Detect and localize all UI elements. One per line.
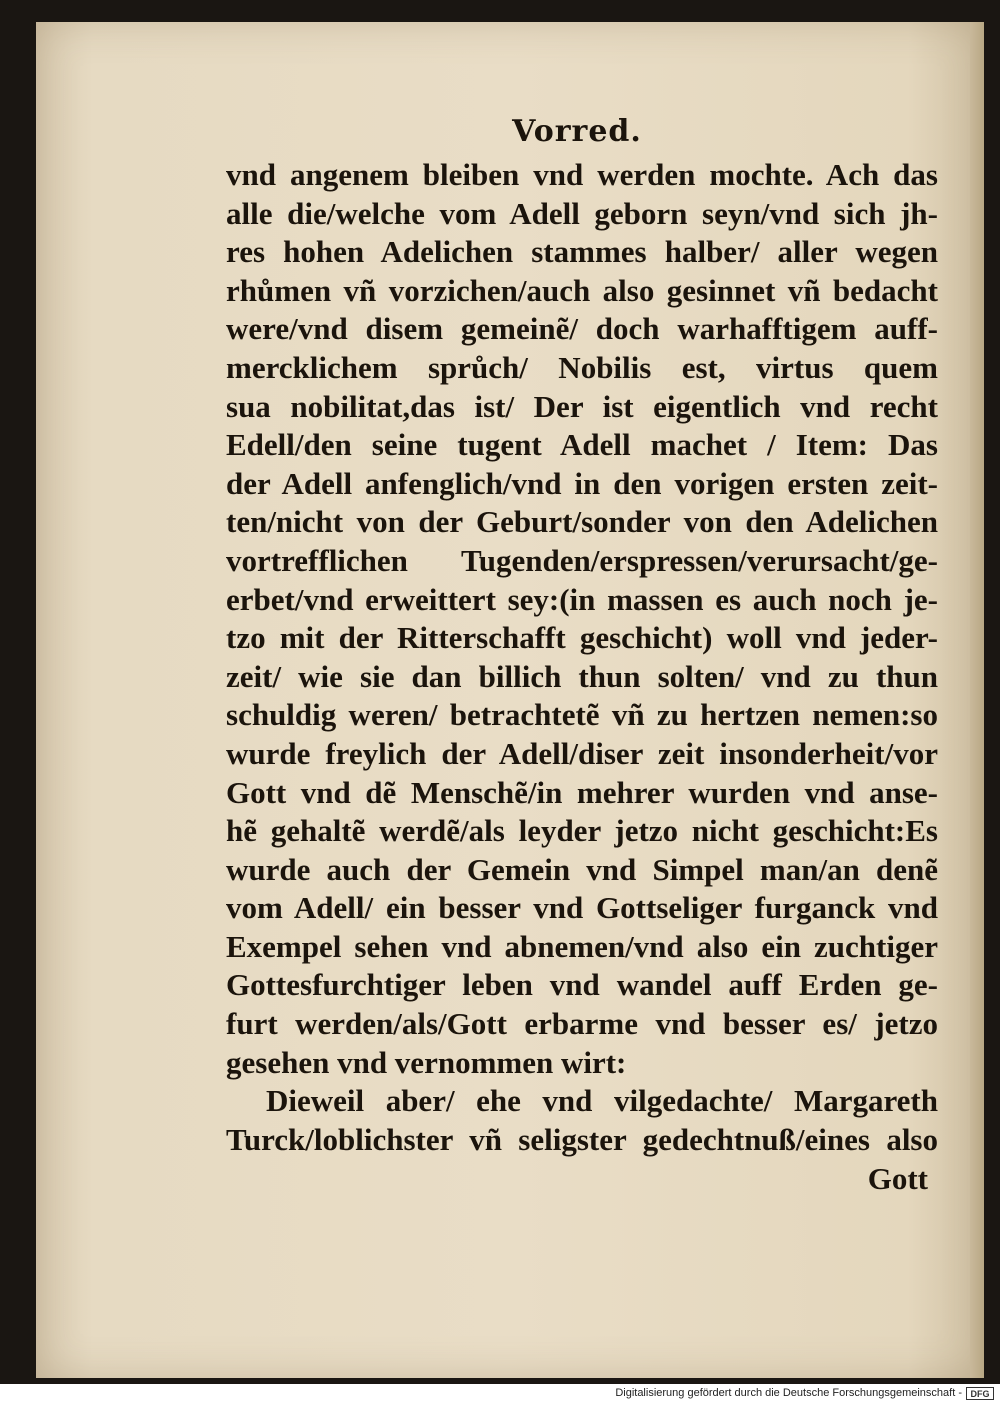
text-line: Gott vnd dẽ Menschẽ/in mehrer wurden vnd anse- — [226, 774, 938, 810]
text-line: Exempel sehen vnd abnemen/vnd also ein zuchtiger — [226, 928, 938, 964]
text-line: zeit/ wie sie dan billich thun solten/ vnd zu thun — [226, 658, 938, 694]
text-line: wurde auch der Gemein vnd Simpel man/an denẽ — [226, 851, 938, 887]
text-line: schuldig weren/ betrachtetẽ vñ zu hertzen nemen:so — [226, 697, 938, 733]
text-line: Dieweil aber/ ehe vnd vilgedachte/ Margareth — [266, 1083, 938, 1119]
text-line: hẽ gehaltẽ werdẽ/als leyder jetzo nicht geschicht:Es — [226, 813, 938, 849]
text-line: tzo mit der Ritterschafft geschicht) woll vnd jeder- — [226, 620, 938, 656]
text-line: vom Adell/ ein besser vnd Gottseliger furganck vnd — [226, 890, 938, 926]
text-line: gesehen vnd vernommen wirt: — [226, 1044, 627, 1080]
dfg-logo: DFG — [966, 1387, 994, 1400]
text-line: vnd angenem bleiben vnd werden mochte. Ach das — [226, 157, 938, 192]
text-line: rhůmen vñ vorzichen/auch also gesinnet vñ bedacht — [226, 272, 938, 308]
text-line: mercklichem sprůch/ Nobilis est, virtus quem — [226, 349, 938, 385]
text-line: were/vnd disem gemeinẽ/ doch warhafftigem auff- — [226, 311, 938, 347]
text-line: vortrefflichen Tugenden/erspressen/verursacht/ge- — [226, 542, 938, 578]
text-line: sua nobilitat,das ist/ Der ist eigentlich vnd recht — [226, 388, 938, 424]
text-line: ten/nicht von der Geburt/sonder von den Adelichen — [226, 504, 938, 540]
text-line: alle die/welche vom Adell geborn seyn/vnd sich jh- — [226, 195, 938, 231]
running-head: Vorred. — [512, 114, 642, 149]
text-line: wurde freylich der Adell/diser zeit insonderheit/vor — [226, 735, 938, 771]
text-line: furt werden/als/Gott erbarme vnd besser es/ jetzo — [226, 1006, 938, 1042]
text-line: der Adell anfenglich/vnd in den vorigen ersten zeit- — [226, 465, 938, 501]
page-text-block — [226, 110, 938, 1199]
text-line: Gottesfurchtiger leben vnd wandel auff Erden ge- — [226, 967, 938, 1003]
attribution-text: Digitalisierung gefördert durch die Deutsche Forschungsgemeinschaft - — [615, 1387, 962, 1399]
page-edge — [970, 22, 984, 1378]
footer-bar — [0, 1384, 1000, 1404]
catchword: Gott — [867, 1161, 928, 1197]
text-line: Edell/den seine tugent Adell machet / Item: Das — [226, 427, 938, 463]
text-line: erbet/vnd erweittert sey:(in massen es auch noch je- — [226, 581, 938, 617]
text-line: res hohen Adelichen stammes halber/ aller wegen — [226, 234, 938, 270]
text-line: Turck/loblichster vñ seligster gedechtnuß/eines also — [226, 1121, 938, 1157]
